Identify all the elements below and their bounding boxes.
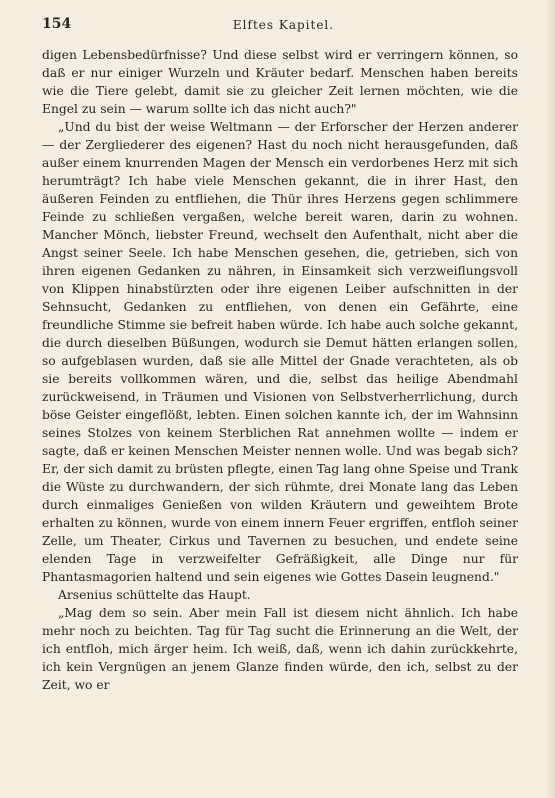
running-title: Elftes Kapitel. xyxy=(232,18,335,32)
body-text xyxy=(42,46,518,694)
page-number: 154 xyxy=(42,16,72,32)
paragraph: „Mag dem so sein. Aber mein Fall ist diesem nicht ähnlich. Ich habe mehr noch zu beichten. Tag für Tag sucht die Erinnerung an die Welt, der ich entfloh, mich ärger heim. Ich weiß, daß, wenn ich dahin zurückkehrte, ich kein Vergnügen an jenem Glanze finden würde, den ich, selbst zu der Zeit, wo er xyxy=(42,606,518,692)
paragraph-continuation: digen Lebensbedürfnisse? Und diese selbst wird er verringern können, so daß er nur einiger Wurzeln und Kräuter bedarf. Menschen haben bereits wie die Tiere gelebt, damit sie zu gleicher Zeit lernen möchten, wie die Engel zu sein — warum sollte ich das nicht auch?" xyxy=(42,48,518,116)
page-edge-shadow xyxy=(545,0,555,798)
paragraph: „Und du bist der weise Weltmann — der Erforscher der Herzen anderer — der Zergliederer des eigenen? Hast du noch nicht herausgefunden, daß außer einem knurrenden Magen der Mensch ein verdorbenes Herz mit sich herumträgt? Ich habe viele Menschen gekannt, die in ihrer Hast, den äußeren Feinden zu entfliehen, die Thür ihres Herzens gegen schlimmere Feinde zu schließen vergaßen, welche bereit waren, darin zu wohnen. Mancher Mönch, liebster Freund, wechselt den Aufenthalt, nicht aber die Angst seiner Seele. Ich habe Menschen gesehen, die, getrieben, sich von ihren eigenen Gedanken zu nähren, in Einsamkeit sich verzweiflungsvoll von Klippen hinabstürzten oder ihre eigenen Leiber aufschnitten in der Sehnsucht, Gedanken zu entfliehen, von denen ein Gefährte, eine freundliche Stimme sie befreit haben würde. Ich habe auch solche gekannt, die durch dieselben Büßungen, wodurch sie Demut hätten erlangen sollen, so aufgeblasen wurden, daß sie alle Mittel der Gnade verachteten, als ob sie bereits vollkommen wären, und die, selbst das heilige Abendmahl zurückweisend, in Träumen und Visionen von Selbstverherrlichung, durch böse Geister eingeflößt, lebten. Einen solchen kannte ich, der im Wahnsinn seines Stolzes von keinem Sterblichen Rat annehmen wollte — indem er sagte, daß er keinen Menschen Meister nennen wolle. Und was begab sich? Er, der sich damit zu brüsten pflegte, einen Tag lang ohne Speise und Trank die Wüste zu durchwandern, der sich rühmte, drei Monate lang das Leben durch einmaliges Genießen von wilden Kräutern und geweihtem Brote erhalten zu können, wurde von einem innern Feuer ergriffen, entfloh seiner Zelle, um Theater, Cirkus und Tavernen zu besuchen, und endete seine elenden Tage in verzweifelter Gefräßigkeit, alle Dinge nur für Phantasmagorien haltend und sein eigenes wie Gottes Dasein leugnend." xyxy=(42,120,518,584)
page-header xyxy=(42,16,525,38)
paragraph: Arsenius schüttelte das Haupt. xyxy=(58,588,251,602)
